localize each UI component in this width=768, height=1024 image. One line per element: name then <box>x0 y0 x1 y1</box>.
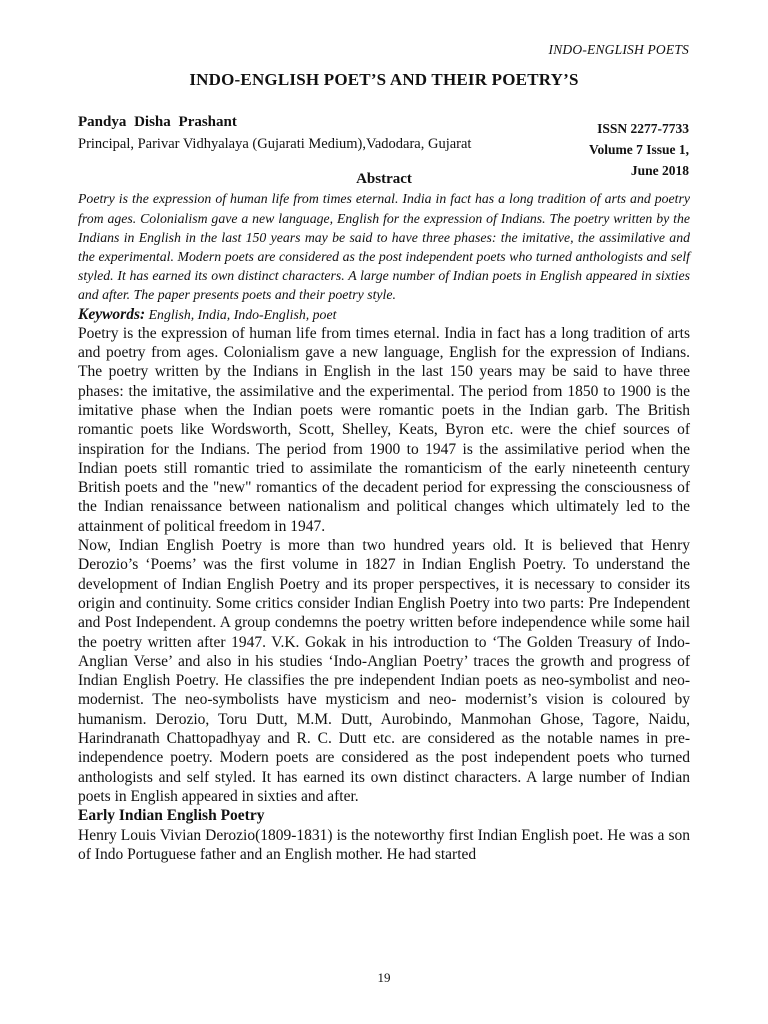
author-block <box>78 111 568 155</box>
keywords-text: English, India, Indo-English, poet <box>148 306 337 322</box>
article-body <box>78 170 690 864</box>
paragraph-3: Henry Louis Vivian Derozio(1809-1831) is the noteworthy first Indian English poet. He was a son of Indo Portuguese father and an English mother. He had started <box>78 826 690 863</box>
page-number: 19 <box>377 970 391 985</box>
author-affiliation: Principal, Parivar Vidhyalaya (Gujarati Medium),Vadodara, Gujarat <box>78 136 472 152</box>
paragraph-2: Now, Indian English Poetry is more than two hundred years old. It is believed that Henry Derozio’s ‘Poems’ was the first volume in 1827 in Indian English Poetry. To understand the development of Indian English Poetry and its proper perspectives, it is necessary to consider its origin and continuity. Some critics consider Indian English Poetry into two parts: Pre Independent and Post Independent. A group condemns the poetry written before independence while some hail the poetry written after 1947. V.K. Gokak in his introduction to ‘The Golden Treasury of Indo-Anglian Verse’ and also in his studies ‘Indo-Anglian Poetry’ traces the growth and progress of Indian English Poetry. He classifies the pre independent Indian poets as neo-symbolist and neo- modernist. The neo-symbolists have mysticism and neo- modernist’s vision is coloured by humanism. Derozio, Toru Dutt, M.M. Dutt, Aurobindo, Manmohan Ghose, Tagore, Naidu, Harindranath Chattopadhyay and R. C. Dutt etc. are considered as the notable names in pre- independence poetry. Modern poets are considered as the post independent poets who turned anthologists and self styled. It has earned its own distinct characters. A large number of Indian poets in English appeared in sixties and after. <box>78 537 690 805</box>
issn: ISSN 2277-7733 <box>597 121 689 136</box>
author-name: Pandya Disha Prashant <box>78 114 237 130</box>
article-title: INDO-ENGLISH POET’S AND THEIR POETRY’S <box>189 70 579 89</box>
abstract-heading: Abstract <box>356 171 412 187</box>
keywords-label: Keywords: <box>78 305 146 323</box>
keywords <box>78 305 690 324</box>
abstract-text: Poetry is the expression of human life from times eternal. India in fact has a long tradition of arts and poetry from ages. Colonialism gave a new language, English for the expression of Indians. The poetry written by the Indians in English in the last 150 years may be said to have three phases: the imitative, the assimilative and the experimental. Modern poets are considered as the post independent poets who turned anthologists and self styled. It has earned its own distinct characters. A large number of Indian poets in English appeared in sixties and after. The paper presents poets and their poetry style. <box>78 191 690 303</box>
paragraph-1: Poetry is the expression of human life from times eternal. India in fact has a long tradition of arts and poetry from ages. Colonialism gave a new language, English for the expression of Indians. The poetry written by the Indians in English in the last 150 years may be said to have three phases: the imitative, the assimilative and the experimental. The period from 1850 to 1900 is the imitative phase when the Indian poets were romantic poets in the Indian garb. The British romantic poets like Wordsworth, Scott, Shelley, Keats, Byron etc. were the chief sources of inspiration for the Indians. The period from 1900 to 1947 is the assimilative period when the Indian poets still romantic tried to assimilate the romanticism of the early nineteenth century British poets and the "new" romantics of the decadent period for expressing the consciousness of the Indian renaissance between nationalism and political changes which ultimately led to the attainment of political freedom in 1947. <box>78 324 690 535</box>
running-header: INDO-ENGLISH POETS <box>548 42 689 57</box>
publication-date: June 2018 <box>630 163 689 178</box>
volume-issue: Volume 7 Issue 1, <box>588 142 689 157</box>
section-heading: Early Indian English Poetry <box>78 807 265 825</box>
